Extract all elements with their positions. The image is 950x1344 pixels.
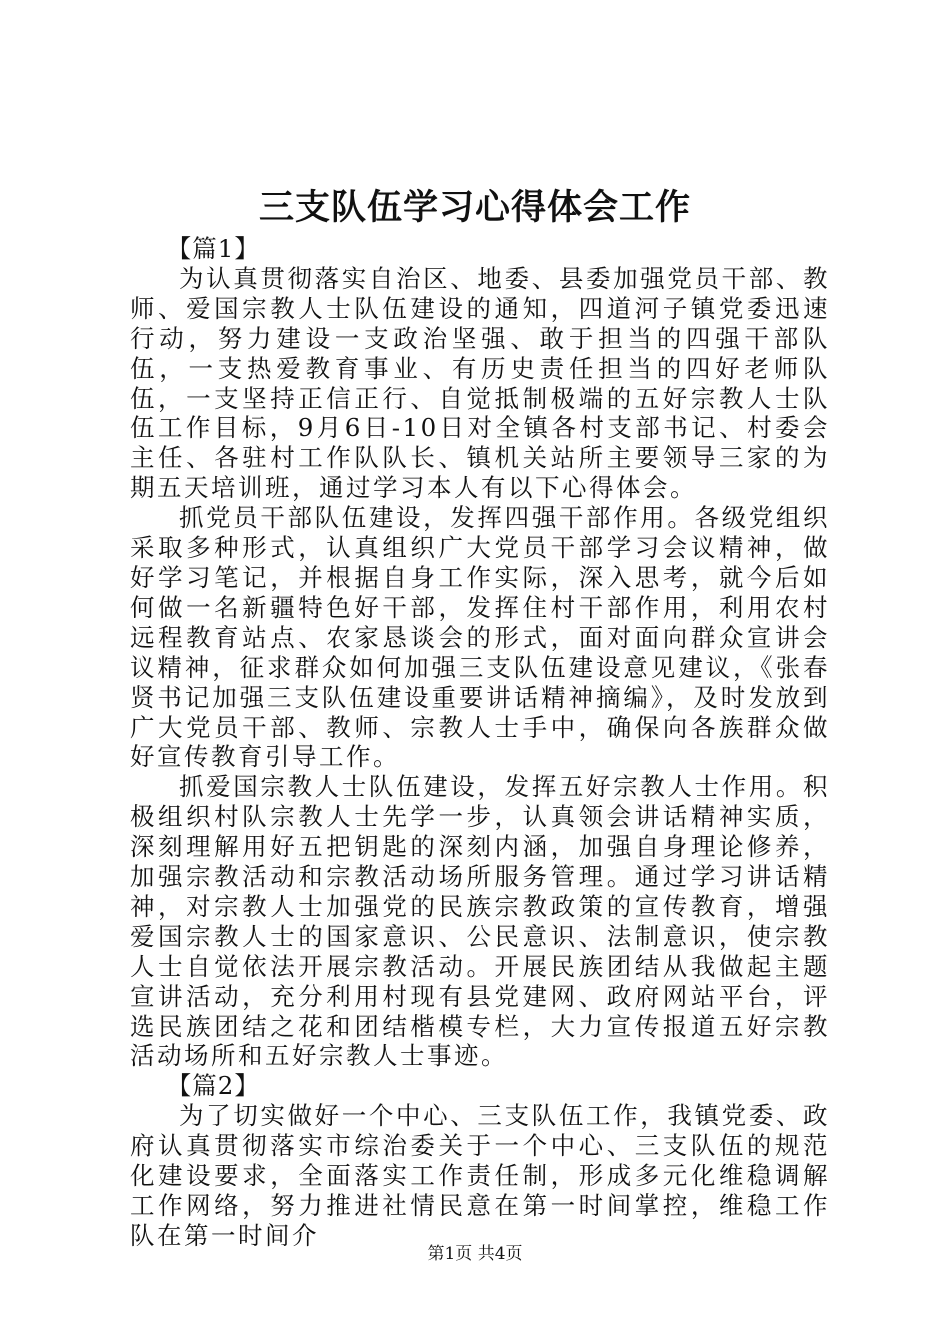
paragraph: 为认真贯彻落实自治区、地委、县委加强党员干部、教师、爱国宗教人士队伍建设的通知，四道河子镇党委迅速行动，努力建设一支政治坚强、敢于担当的四强干部队伍，一支热爱教育事业、有历史责任担当的四好老师队伍，一支坚持正信正行、自觉抵制极端的五好宗教人士队伍工作目标，9月6日-10日对全镇各村支部书记、村委会主任、各驻村工作队队长、镇机关站所主要领导三家的为期五天培训班，通过学习本人有以下心得体会。 bbox=[130, 263, 830, 503]
document-title: 三支队伍学习心得体会工作 bbox=[258, 187, 691, 228]
section-heading: 【篇1】 bbox=[166, 234, 260, 263]
paragraph: 抓爱国宗教人士队伍建设，发挥五好宗教人士作用。积极组织村队宗教人士先学一步，认真领会讲话精神实质，深刻理解用好五把钥匙的深刻内涵，加强自身理论修养，加强宗教活动和宗教活动场所服务管理。通过学习讲话精神，对宗教人士加强党的民族宗教政策的宣传教育，增强爱国宗教人士的国家意识、公民意识、法制意识，使宗教人士自觉依法开展宗教活动。开展民族团结从我做起主题宣讲活动，充分利用村现有县党建网、政府网站平台，评选民族团结之花和团结楷模专栏，大力宣传报道五好宗教活动场所和五好宗教人士事迹。 bbox=[130, 772, 830, 1071]
document-body bbox=[130, 234, 830, 1251]
page-number: 第1页 共4页 bbox=[427, 1244, 523, 1264]
paragraph: 抓党员干部队伍建设，发挥四强干部作用。各级党组织采取多种形式，认真组织广大党员干部学习会议精神，做好学习笔记，并根据自身工作实际，深入思考，就今后如何做一名新疆特色好干部，发挥住村干部作用，利用农村远程教育站点、农家恳谈会的形式，面对面向群众宣讲会议精神，征求群众如何加强三支队伍建设意见建议，《张春贤书记加强三支队伍建设重要讲话精神摘编》，及时发放到广大党员干部、教师、宗教人士手中，确保向各族群众做好宣传教育引导工作。 bbox=[130, 503, 830, 772]
paragraph: 为了切实做好一个中心、三支队伍工作，我镇党委、政府认真贯彻落实市综治委关于一个中心、三支队伍的规范化建设要求，全面落实工作责任制，形成多元化维稳调解工作网络，努力推进社情民意在第一时间掌控，维稳工作队在第一时间介 bbox=[130, 1101, 830, 1250]
section-heading: 【篇2】 bbox=[166, 1071, 260, 1101]
